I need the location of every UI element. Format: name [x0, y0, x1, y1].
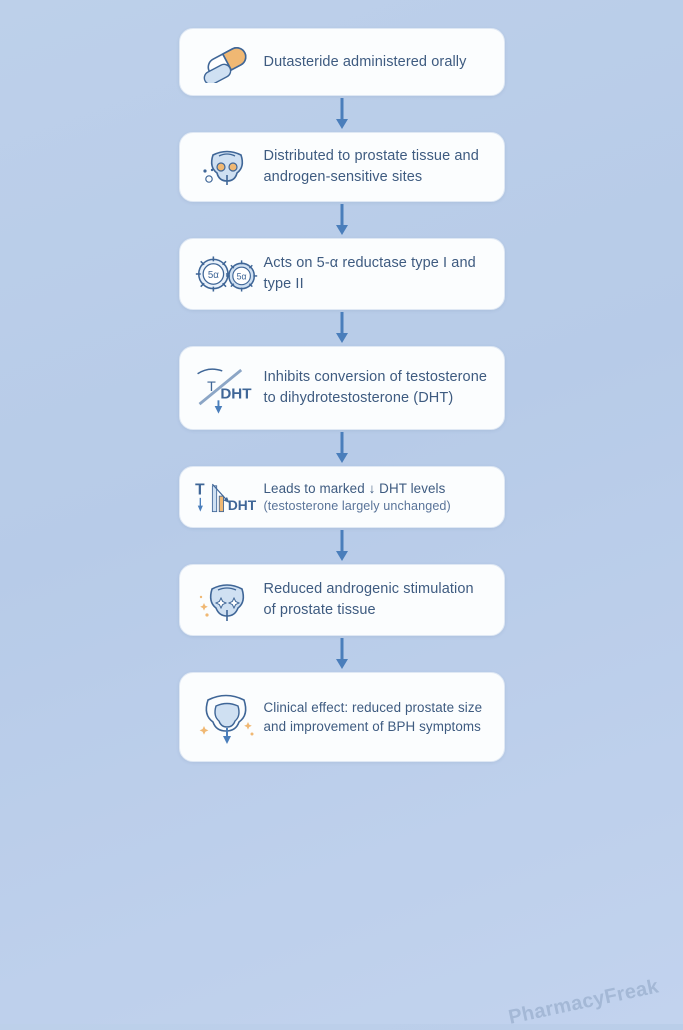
- gear-label-1: 5α: [207, 269, 219, 281]
- flow-step-3: [179, 238, 505, 310]
- watermark: PharmacyFreak: [506, 975, 661, 1029]
- arrow-2: [331, 202, 353, 238]
- testosterone-to-dht-blocked-icon: [190, 357, 264, 419]
- flow-step-6: [179, 564, 505, 636]
- arrow-6: [331, 636, 353, 672]
- icon-label-t: T: [194, 481, 205, 499]
- flow-step-4-label: Inhibits conversion of testosterone to dihydrotestosterone (DHT): [263, 369, 488, 406]
- icon-label-dht: DHT: [219, 385, 252, 403]
- icon-label-t: T: [206, 378, 216, 395]
- flow-step-5-sub: (testosterone largely unchanged): [263, 498, 451, 513]
- prostate-icon: [190, 141, 264, 193]
- flow-step-2-label: Distributed to prostate tissue and androgen-sensitive sites: [263, 148, 479, 185]
- prostate-reduced-stimulation-icon: [190, 573, 264, 627]
- flow-step-3-label: Acts on 5-α reductase type I and type II: [263, 255, 476, 292]
- two-gears-5alpha-icon: [190, 248, 264, 300]
- flow-step-5-main: Leads to marked ↓ DHT levels: [263, 480, 446, 496]
- capsule-icon: [190, 41, 264, 83]
- flow-step-7: [179, 672, 505, 762]
- arrow-5: [331, 528, 353, 564]
- arrow-3: [331, 310, 353, 346]
- icon-label-dht: DHT: [227, 497, 256, 513]
- flow-step-5-label: [264, 479, 492, 516]
- prostate-shrink-icon: [190, 686, 264, 748]
- flow-step-4: [179, 346, 505, 430]
- flow-step-1-label: Dutasteride administered orally: [263, 53, 467, 70]
- t-dht-bar-chart-icon: [190, 472, 264, 522]
- flow-step-6-label: Reduced androgenic stimulation of prostate tissue: [263, 581, 474, 618]
- flow-step-1: [179, 28, 505, 96]
- arrow-1: [331, 96, 353, 132]
- flow-step-2: [179, 132, 505, 202]
- flow-step-5: [179, 466, 505, 528]
- gear-label-2: 5α: [236, 271, 247, 282]
- flow-step-7-label: Clinical effect: reduced prostate size and improvement of BPH symptoms: [263, 699, 483, 734]
- arrow-4: [331, 430, 353, 466]
